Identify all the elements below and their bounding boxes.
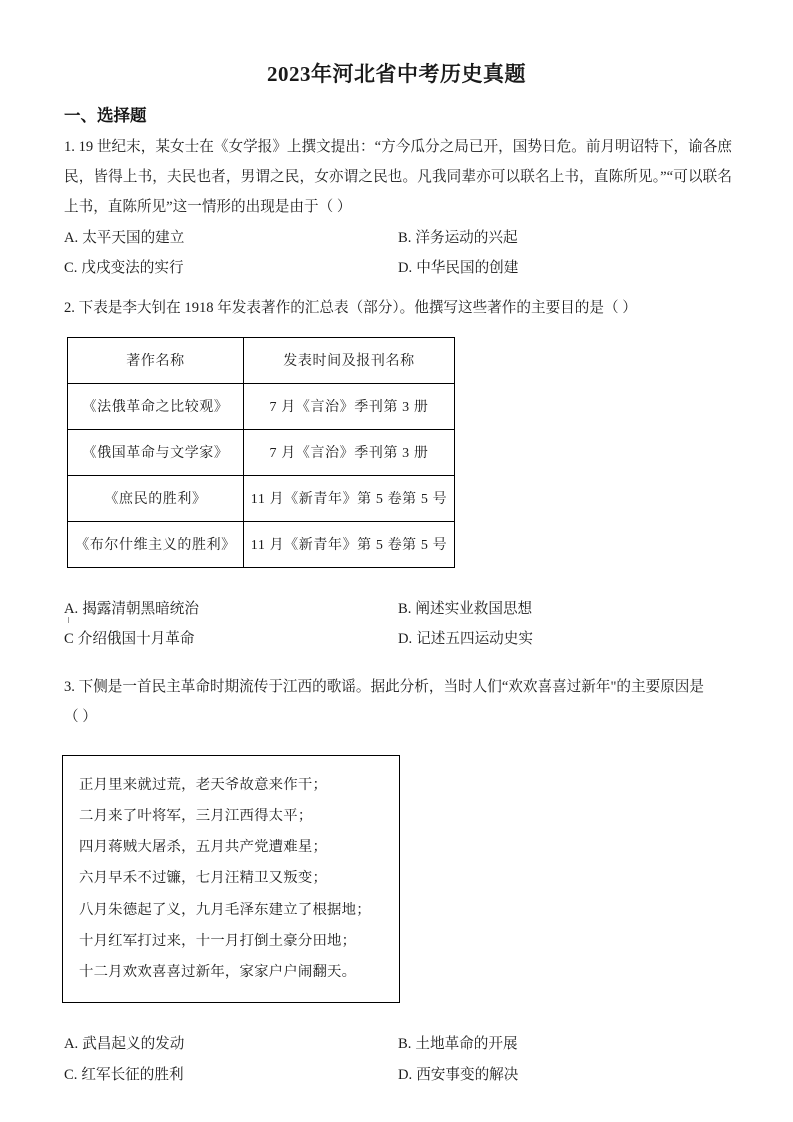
question-3-option-d[interactable] (398, 1060, 732, 1091)
option-text: 武昌起义的发动 (82, 1036, 185, 1053)
spacer (64, 568, 732, 594)
question-2-option-d[interactable] (398, 624, 732, 655)
question-1 (64, 133, 732, 284)
table-cell-publication: 7 月《言治》季刊第 3 册 (244, 383, 455, 429)
table-header-cell: 著作名称 (68, 337, 244, 383)
table-header-cell: 发表时间及报刊名称 (244, 337, 455, 383)
table-cell-work: 《布尔什维主义的胜利》 (68, 521, 244, 567)
table-cell-publication: 7 月《言治》季刊第 3 册 (244, 429, 455, 475)
option-label: B. (398, 1036, 412, 1053)
question-3-stem: 3. 下侧是一首民主革命时期流传于江西的歌谣。据此分析，当时人们“欢欢喜喜过新年"的主要原因是 (64, 679, 704, 696)
option-text: 土地革命的开展 (415, 1036, 518, 1053)
question-2-options (64, 594, 732, 655)
option-label: B. (398, 600, 412, 617)
option-text: 揭露清朝黑暗统治 (82, 600, 199, 617)
ballad-line: 正月里来就过荒，老天爷故意来作干； (79, 776, 328, 793)
page-title: 2023年河北省中考历史真题 (267, 62, 526, 86)
spacer (64, 284, 732, 294)
ballad-line: 二月来了叶将军，三月江西得太平； (79, 807, 313, 824)
table-header-row (68, 337, 455, 383)
section-heading: 一、选择题 (64, 106, 147, 126)
question-2-option-b[interactable] (398, 594, 732, 625)
question-1-option-a[interactable] (64, 223, 398, 254)
question-3-option-b[interactable] (398, 1029, 732, 1060)
option-label: C (64, 631, 74, 648)
option-text: 太平天国的建立 (82, 229, 185, 246)
ballad-line: 六月早禾不过镰，七月汪精卫又叛变； (79, 870, 328, 887)
option-label: A. (64, 1036, 79, 1053)
option-label: B. (398, 229, 412, 246)
question-2-table-wrap (67, 337, 732, 568)
question-2-stem: 2. 下表是李大钊在 1918 年发表著作的汇总表（部分）。他撰写这些著作的主要目的是（ ） (64, 300, 637, 317)
option-text: 记述五四运动史实 (416, 631, 533, 648)
table-cell-work: 《庶民的胜利》 (68, 475, 244, 521)
option-label: D. (398, 631, 413, 648)
option-text: 西安事变的解决 (416, 1067, 519, 1083)
question-1-options (64, 223, 732, 284)
spacer (64, 655, 732, 673)
ballad-box (62, 755, 400, 1004)
table-row (68, 383, 455, 429)
document-body (64, 105, 732, 1090)
question-3 (64, 673, 732, 1091)
table-row (68, 429, 455, 475)
ballad-line: 八月朱德起了义，九月毛泽东建立了根据地； (79, 901, 371, 918)
ballad-line: 十月红军打过来，十一月打倒土豪分田地； (79, 932, 357, 949)
option-label: A. (64, 600, 79, 617)
question-1-option-c[interactable] (64, 253, 398, 284)
question-2-option-a[interactable] (64, 594, 398, 625)
option-label: A. (64, 229, 79, 246)
table-cell-work: 《法俄革命之比较观》 (68, 383, 244, 429)
option-text: 介绍俄国十月革命 (77, 631, 195, 648)
spacer (64, 1003, 732, 1029)
table-row (68, 475, 455, 521)
table-cell-work: 《俄国革命与文学家》 (68, 429, 244, 475)
question-1-option-b[interactable] (398, 223, 732, 254)
option-label: D. (398, 260, 413, 277)
question-1-option-d[interactable] (398, 253, 732, 284)
option-text: 阐述实业救国思想 (415, 600, 533, 617)
table-row (68, 521, 455, 567)
ballad-line: 四月蒋贼大屠杀，五月共产党遭难星； (79, 839, 328, 856)
option-label: D. (398, 1067, 413, 1083)
scan-artifact-mark (68, 617, 69, 623)
question-3-option-a[interactable] (64, 1029, 398, 1060)
works-table (67, 337, 455, 568)
question-3-option-c[interactable] (64, 1060, 398, 1091)
option-text: 中华民国的创建 (416, 260, 519, 277)
option-label: C. (64, 1067, 78, 1083)
question-3-options (64, 1029, 732, 1090)
question-2 (64, 294, 732, 655)
question-2-option-c[interactable] (64, 624, 398, 655)
question-3-stem-line2: （ ） (64, 708, 97, 725)
option-text: 红军长征的胜利 (81, 1067, 184, 1083)
option-text: 洋务运动的兴起 (415, 229, 518, 246)
table-cell-publication: 11 月《新青年》第 5 卷第 5 号 (244, 521, 455, 567)
question-1-stem: 1. 19 世纪末，某女士在《女学报》上撰文提出：“方今瓜分之局已开，国势日危。前月明诏特下，谕各庶民，皆得上书，夫民也者，男谓之民，女亦谓之民也。凡我同辈亦可以联名上书，直陈所见。”“可以联名上书，直陈所见”这一情形的出现是由于（ ） (64, 139, 732, 215)
option-label: C. (64, 260, 78, 277)
option-text: 戊戌变法的实行 (81, 260, 184, 277)
table-cell-publication: 11 月《新青年》第 5 卷第 5 号 (244, 475, 455, 521)
ballad-line: 十二月欢欢喜喜过新年，家家户户闹翻天。 (79, 964, 357, 981)
